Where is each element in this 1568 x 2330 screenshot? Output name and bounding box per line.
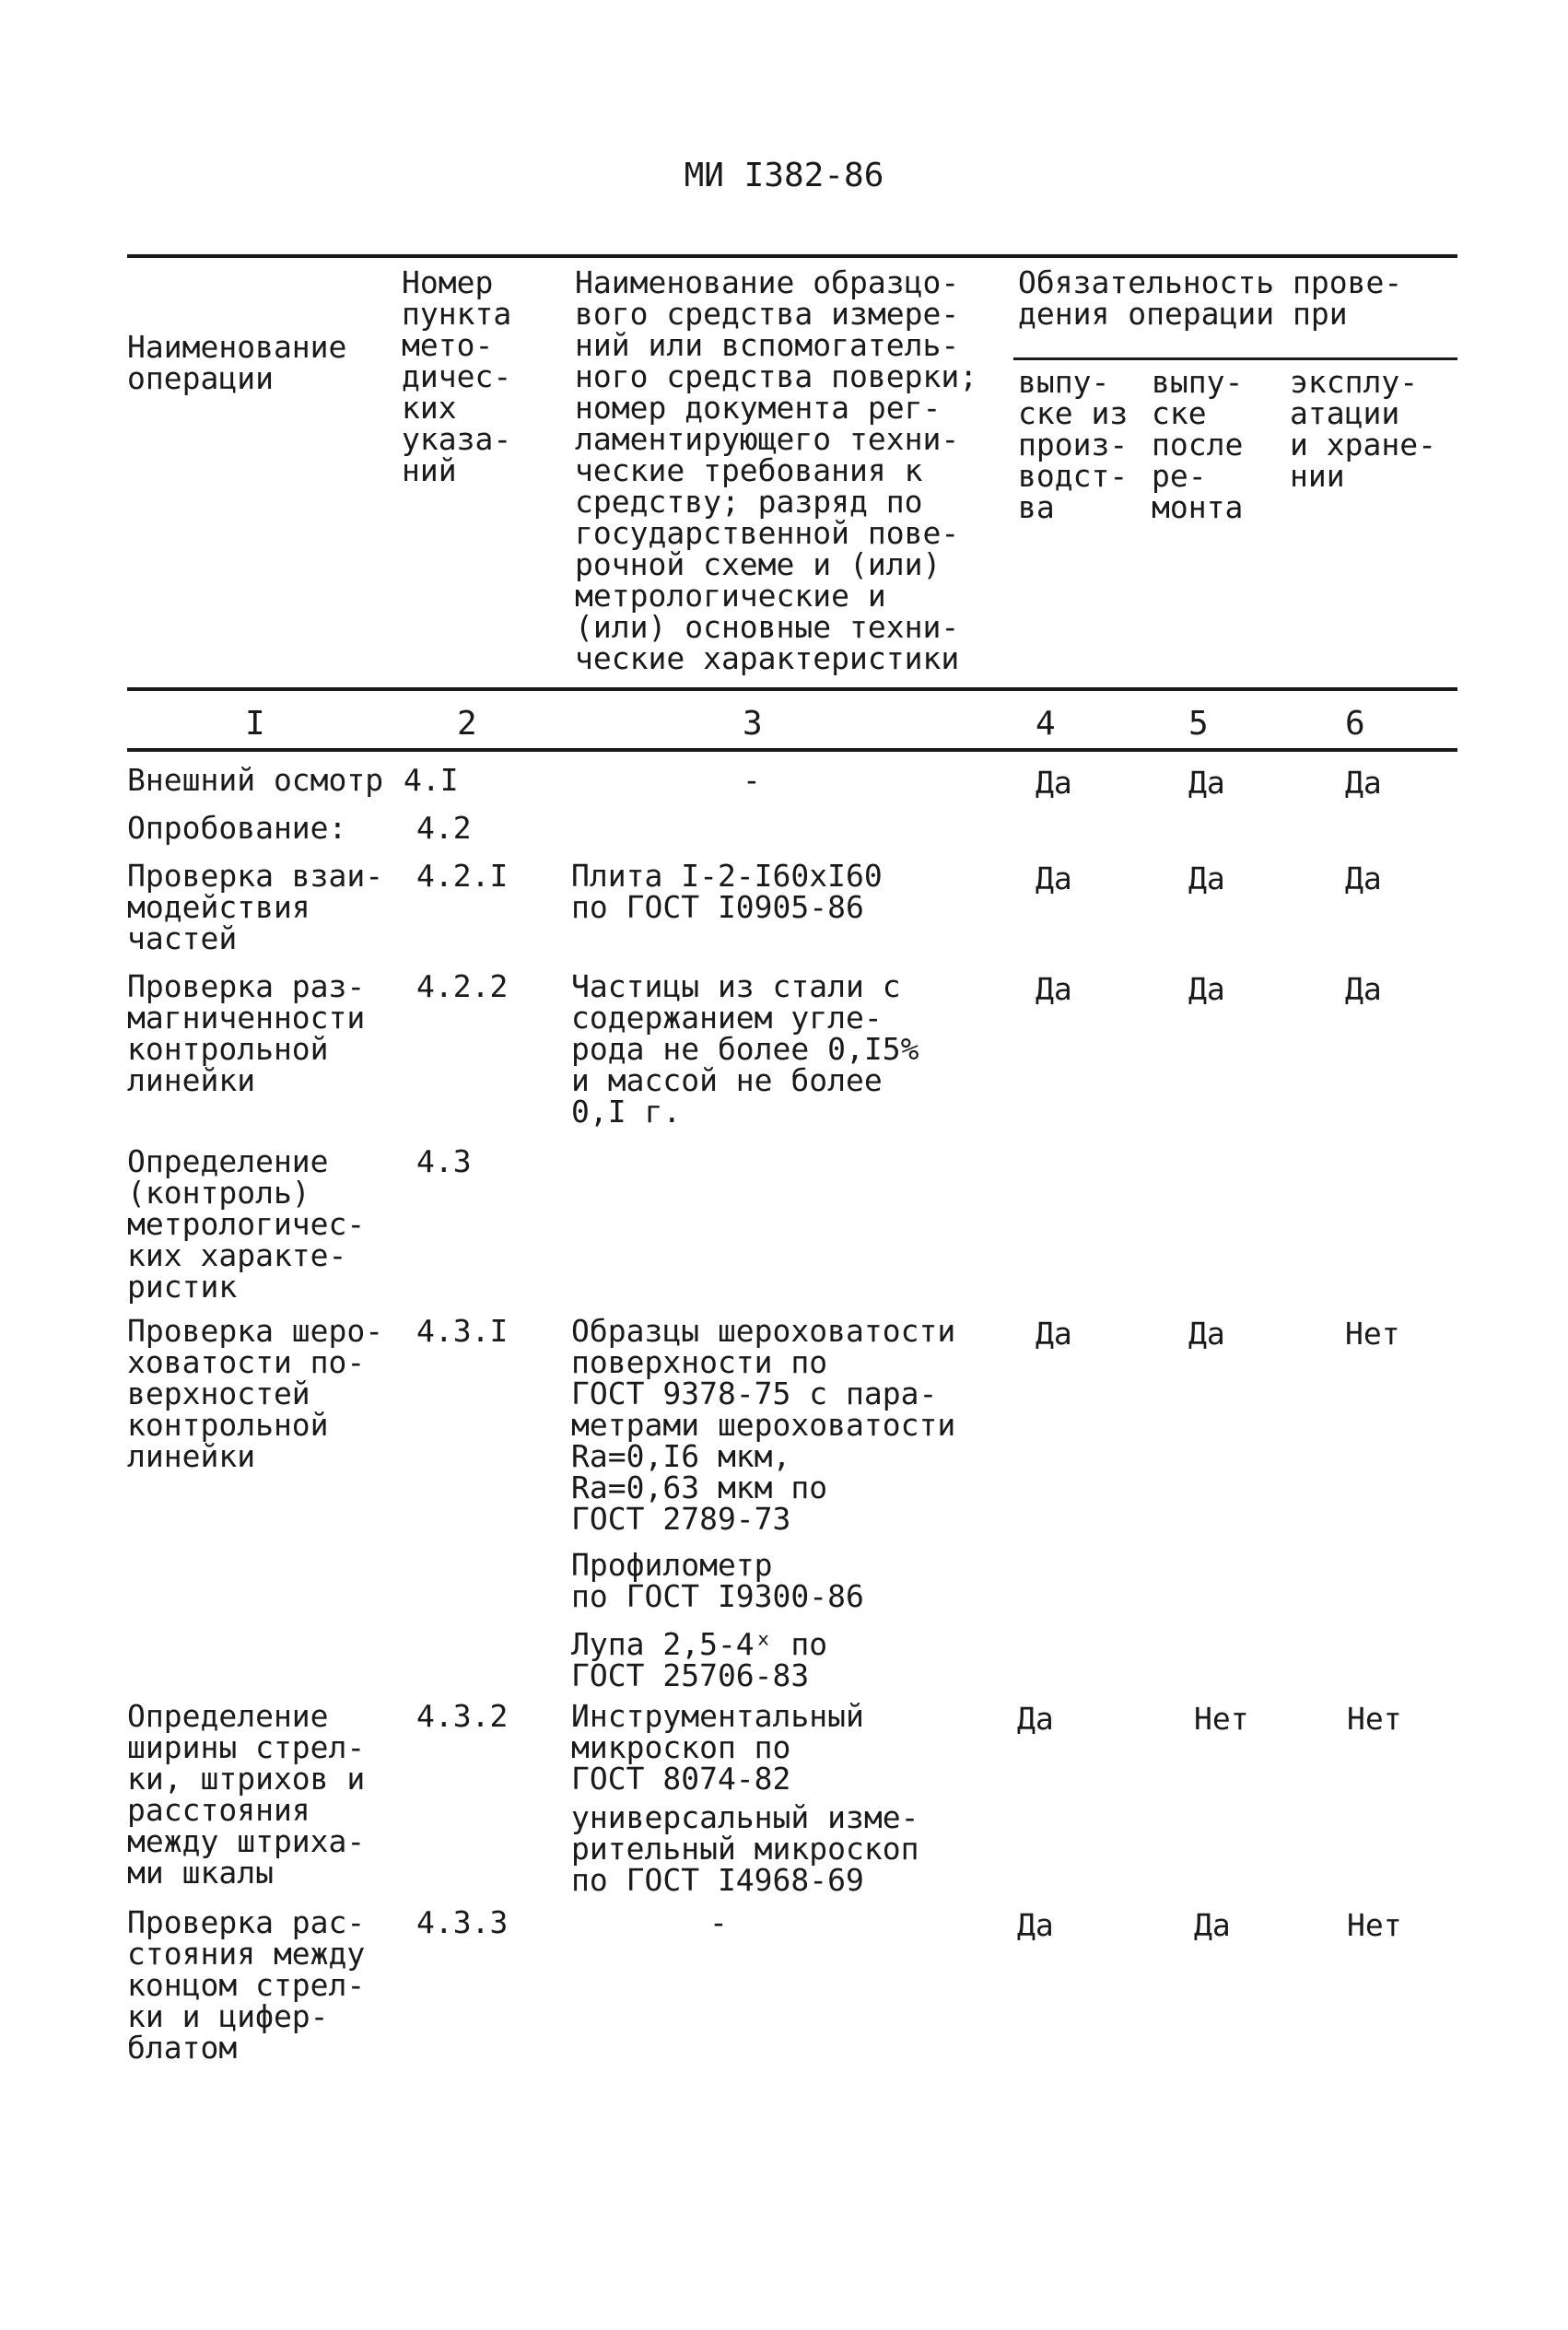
column-number-1: I — [245, 705, 265, 743]
header-obligation-group: Обязательность прове- дения операции при — [1018, 264, 1403, 332]
row-1-col6: Да — [1345, 765, 1382, 801]
column-number-5: 5 — [1188, 705, 1209, 743]
column-number-3: 3 — [743, 705, 763, 743]
row-8-col5: Да — [1194, 1907, 1231, 1943]
row-6-col4: Да — [1036, 1316, 1072, 1352]
row-7-col5: Нет — [1194, 1701, 1249, 1737]
row-7-operation: Определение ширины стрел- ки, штрихов и расстояния между штриха- ми шкалы — [127, 1698, 366, 1891]
row-4-item: 4.2.2 — [416, 968, 509, 1004]
row-7-col6: Нет — [1347, 1701, 1402, 1737]
row-7-item: 4.3.2 — [416, 1698, 509, 1734]
row-5-operation: Определение (контроль) метрологичес- ких характе- ристик — [127, 1143, 366, 1305]
row-1-col5: Да — [1188, 765, 1225, 801]
row-1-operation: Внешний осмотр — [127, 762, 384, 798]
row-4-means: Частицы из стали с содержанием угле- рода не более 0,I5% и массой не более 0,I г. — [571, 968, 919, 1130]
row-7-means-2: универсальный изме- рительный микроскоп по ГОСТ I4968-69 — [571, 1799, 919, 1898]
row-6-col5: Да — [1188, 1316, 1225, 1352]
row-6-means-2: Профилометр по ГОСТ I9300-86 — [571, 1547, 864, 1614]
header-bottom-rule — [127, 687, 1457, 691]
row-3-col4: Да — [1036, 861, 1072, 896]
row-3-means: Плита I-2-I60xI60 по ГОСТ I0905-86 — [571, 858, 883, 925]
row-8-operation: Проверка рас- стояния между концом стрел- ки и цифер- блатом — [127, 1904, 366, 2066]
row-8-item: 4.3.3 — [416, 1904, 509, 1940]
header-release-repair: выпу- ске после ре- монта — [1152, 364, 1244, 525]
row-4-col4: Да — [1036, 971, 1072, 1007]
header-method-item: Номер пункта мето- дичес- ких указа- ний — [402, 264, 512, 488]
row-4-col6: Да — [1345, 971, 1382, 1007]
row-6-operation: Проверка шеро- ховатости по- верхностей контрольной линейки — [127, 1313, 384, 1474]
table-top-rule — [127, 254, 1457, 258]
group-header-rule — [1013, 357, 1457, 360]
row-4-col5: Да — [1188, 971, 1225, 1007]
header-release-production: выпу- ске из произ- водст- ва — [1018, 364, 1129, 525]
header-operation-storage: эксплу- атации и хране- нии — [1290, 364, 1436, 494]
row-1-means: - — [743, 762, 761, 798]
row-6-item: 4.3.I — [416, 1313, 509, 1349]
row-2-operation: Опробование: — [127, 810, 347, 846]
row-3-operation: Проверка взаи- модействия частей — [127, 858, 384, 956]
row-5-item: 4.3 — [416, 1143, 472, 1179]
row-1-item: 4.I — [404, 762, 459, 798]
row-7-means: Инструментальный микроскоп по ГОСТ 8074-82 — [571, 1698, 864, 1797]
row-7-col4: Да — [1017, 1701, 1054, 1737]
column-number-2: 2 — [457, 705, 477, 743]
page-header: МИ I382-86 — [684, 157, 884, 194]
row-6-means: Образцы шероховатости поверхности по ГОСТ 9378-75 с пара- метрами шероховатости Ra=0,I6 мкм, Ra=0,63 мкм по ГОСТ 2789-73 — [571, 1313, 956, 1537]
column-numbers-rule — [127, 748, 1457, 752]
column-number-4: 4 — [1036, 705, 1056, 743]
row-6-col6: Нет — [1345, 1316, 1400, 1352]
row-2-item: 4.2 — [416, 810, 472, 846]
row-3-item: 4.2.I — [416, 858, 509, 894]
header-operation-name: Наименование операции — [127, 329, 347, 396]
row-3-col5: Да — [1188, 861, 1225, 896]
header-measuring-means: Наименование образцо- вого средства измере- ний или вспомогатель- ного средства поверки; номер документа рег- ламентирующего техни- ческие требования к средству; разряд по государственной пове- рочной схеме и (или) метрологические и (или) основные техни- ческие характеристики — [575, 264, 978, 676]
column-number-6: 6 — [1345, 705, 1365, 743]
row-8-col6: Нет — [1347, 1907, 1402, 1943]
row-6-means-3: Лупа 2,5-4ˣ по ГОСТ 25706-83 — [571, 1626, 828, 1693]
row-3-col6: Да — [1345, 861, 1382, 896]
row-8-col4: Да — [1017, 1907, 1054, 1943]
row-8-means: - — [709, 1904, 728, 1940]
row-1-col4: Да — [1036, 765, 1072, 801]
row-4-operation: Проверка раз- магниченности контрольной линейки — [127, 968, 366, 1098]
